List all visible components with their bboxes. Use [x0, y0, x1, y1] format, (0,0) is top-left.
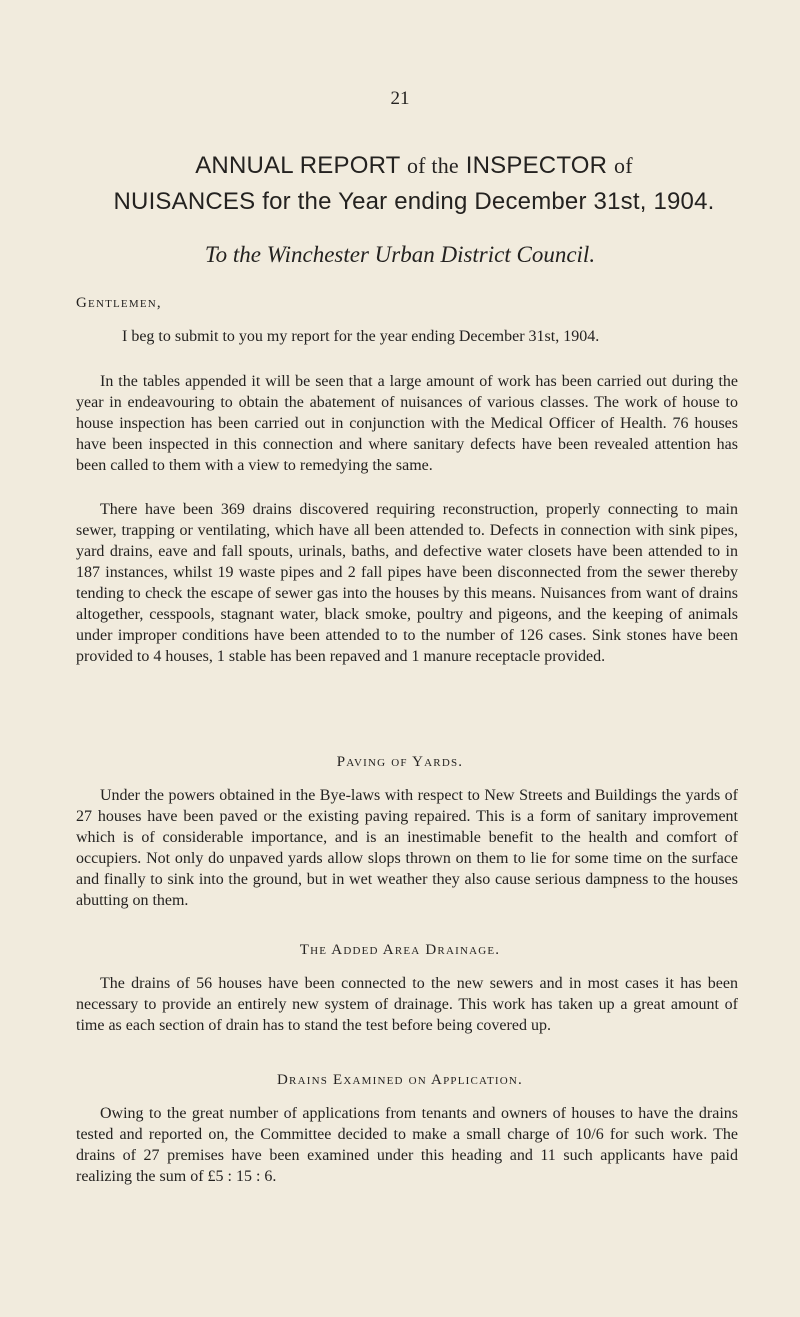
heading-added-area-drainage: The Added Area Drainage.: [299, 942, 501, 958]
heading-drains-examined: Drains Examined on Application.: [277, 1072, 523, 1088]
paragraph-paving: Under the powers obtained in the Bye-laws with respect to New Streets and Buildings the yards of 27 houses have been paved or the existing paving repaired. This is a form of sanitary improvement which is of considerable importance, and is an inestimable benefit to the health and comfort of occupiers. Not only do unpaved yards allow slops thrown on them to lie for some time on the surface and finally to sink into the ground, but in wet weather they also cause serious dampness to the houses abutting on them.: [76, 787, 738, 909]
paragraph-drains-examined: Owing to the great number of applications from tenants and owners of houses to have the drains tested and reported on, the Committee decided to make a small charge of 10/6 for such work. The drains of 27 premises have been examined under this heading and 11 such applicants have paid realizing the sum of £5 : 15 : 6.: [76, 1105, 738, 1185]
paragraph-house-inspection: In the tables appended it will be seen that a large amount of work has been carried out during the year in endeavouring to obtain the abatement of nuisances of various classes. The work of house to house inspection has been carried out in conjunction with the Medical Officer of Health. 76 houses have been inspected in this connection and where sanitary defects have been revealed attention has been called to them with a view to remedying the same.: [76, 373, 738, 474]
addressee: To the Winchester Urban District Council.: [204, 242, 596, 267]
paragraph-added-area: The drains of 56 houses have been connected to the new sewers and in most cases it has been necessary to provide an entirely new system of drainage. This work has taken up a great amount of time as each section of drain has to stand the test before being covered up.: [76, 975, 738, 1034]
title-annual-report: ANNUAL REPORT: [195, 152, 401, 179]
salutation: Gentlemen,: [76, 295, 162, 311]
title-inspector: INSPECTOR: [465, 152, 608, 179]
report-title-line-1: [104, 152, 724, 180]
report-title-line-2: NUISANCES for the Year ending December 31st, 1904.: [113, 188, 715, 215]
paragraph-drains: There have been 369 drains discovered requiring reconstruction, properly connecting to main sewer, trapping or ventilating, which have all been attended to. Defects in connection with sink pipes, yard drains, eave and fall spouts, urinals, baths, and defective water closets have been attended to in 187 instances, whilst 19 waste pipes and 2 fall pipes have been disconnected from the sewer thereby tending to check the escape of sewer gas into the houses by this means. Nuisances from want of drains altogether, cesspools, stagnant water, black smoke, poultry and pigeons, and the keeping of animals under improper conditions have been attended to to the number of 126 cases. Sink stones have been provided to 4 houses, 1 stable has been repaved and 1 manure receptacle provided.: [76, 501, 738, 665]
title-of-the: of the: [406, 153, 459, 178]
heading-paving-of-yards: Paving of Yards.: [336, 754, 464, 770]
paragraph-intro: I beg to submit to you my report for the year ending December 31st, 1904.: [122, 328, 600, 345]
page-number: 21: [390, 88, 410, 109]
title-of: of: [614, 153, 633, 178]
